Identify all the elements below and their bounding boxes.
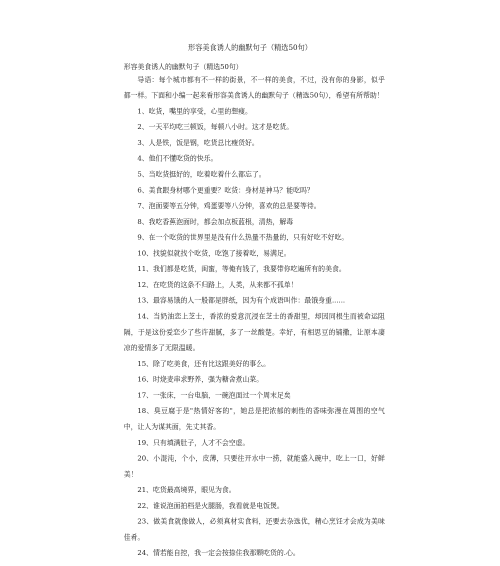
list-item: 17、一张床，一台电脑，一碗泡面过一个周末足矣 [137, 391, 291, 400]
list-item: 7、泡面要等五分钟，鸡蛋要等八分钟，喜欢的总是要等待。 [137, 202, 321, 211]
list-item: 22、谁说泡面拍档是火腿肠，我看就是电饭煲。 [137, 502, 284, 511]
list-item: 18、臭豆腐于是"热情好客的"，她总是把浓郁的刺性的香味弥漫在周围的空气中，让人为谋其面，先丈其香。 [123, 407, 385, 432]
list-item: 12、在吃货的这条不归路上，人类，从来都不孤单！ [137, 281, 298, 290]
list-item: 19、只有填满肚子，人才不会空虚。 [137, 439, 250, 447]
list-item: 3、人是铁，饭是钢，吃货总比瘦货好。 [137, 139, 259, 148]
document-subtitle: 形容美食诱人的幽默句子（精选50句） [123, 63, 243, 72]
list-item: 11、我们都是吃货，闺蜜，等俺有钱了，我要带你吃遍所有的美食。 [137, 265, 346, 274]
list-item: 14、当奶油恋上芝士，香浓的爱意沉浸在芝士的香甜里，却因同根生而被命运阻隔，于是这份爱恋少了些许甜腻，多了一丝酸楚。幸好，有相思豆的铺撒，让原本凄凉的爱情多了无限温暖。 [123, 312, 385, 353]
list-item: 1、吃货，嘴里的享受，心里的想瘦。 [137, 107, 252, 116]
list-item: 6、美食跟身材哪个更重要？吃货：身材是神马？能吃吗？ [137, 186, 314, 195]
list-item: 5、当吃货挺好的，吃着吃着什么都忘了。 [137, 170, 266, 179]
list-item: 23、做美食就像做人，必须真材实食料，还要去杂选优，精心烹饪才会成为美味佳肴。 [123, 517, 385, 542]
list-item: 16、时烧麦串求野养，强为糖舍煮山菜。 [137, 375, 264, 384]
list-item: 4、他们不懂吃货的快乐。 [137, 154, 218, 163]
list-item: 13、最容易饿的人一般都是胖纸，因为有个成语叫作：最饿身重...... [137, 296, 346, 305]
list-item: 20、小混沌，个小，皮薄，只要往开水中一捞，就能盛入碗中，吃上一口，好鲜美！ [123, 454, 385, 479]
list-item: 15、除了吃美食，还有比这跟美好的事么。 [137, 360, 271, 369]
list-item: 10、找貌似就找个吃货，吃饱了接着吃，易满足。 [137, 249, 291, 258]
list-item: 21、吃货最高境界，眼见为食。 [137, 486, 236, 495]
document-page [71, 0, 430, 558]
intro-paragraph: 导语：每个城市都有不一样的街景，不一样的美食，不过，没有你的身影，似乎都一样。下面和小编一起来看形容美食诱人的幽默句子（精选50句），希望有所帮助！ [123, 76, 385, 100]
list-item: 2、一天平均吃三顿饭，每顿八小时。这才是吃货。 [137, 123, 294, 132]
document-title: 形容美食诱人的幽默句子（精选50句） [188, 44, 312, 53]
list-item: 24、情若能自控，我一定会按捺住我那颗吃货的.心。 [137, 549, 300, 558]
list-item: 9、在一个吃货的世界里是没有什么热量不热量的，只有好吃不好吃。 [137, 233, 349, 242]
list-item: 8、我吃香蕉泡面时，都会加点板蓝根，清热，解毒 [137, 218, 294, 226]
